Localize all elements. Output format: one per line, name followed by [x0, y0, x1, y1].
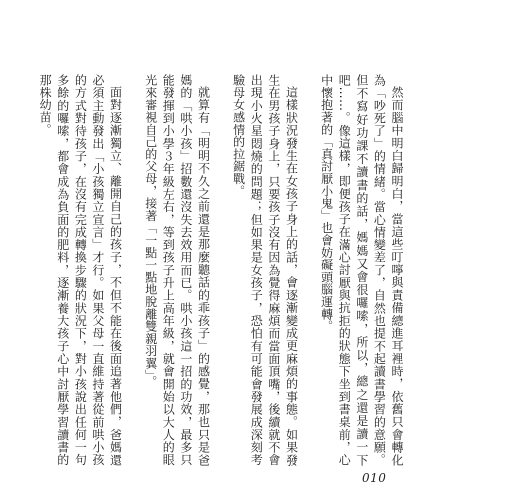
paragraph-4: 面對逐漸獨立、離開自己的孩子，不但不能在後面追著他們，爸媽還必須主動發出「小孩獨立宣言」才行。如果父母一直維持著從前哄小孩的方式對待孩子，在沒有完成轉換步驟的狀況下，對小孩說出任何一句多餘的囉嗦，都會成為負面的肥料，逐漸養大孩子心中討厭學習讀書的那株幼苗。 [38, 74, 123, 466]
paragraph-1: 然而腦中明白歸明白，當這些叮嚀與責備總進耳裡時，依舊只會轉化為「吵死了」的情緒。當心情變差了，自然也提不起讀書學習的意願。但不寫好功課不讀書的話，媽媽又會很囉嗦，所以，總之還是讀一下吧……。像這樣，即便孩子在滿心討厭與抗拒的狀態下坐到書桌前，心中懷抱著的「真討厭小鬼」也會妨礙頭腦運轉。 [319, 74, 404, 466]
page-number: 010 [362, 471, 387, 485]
paragraph-3: 就算有「明明不久之前還是那麼聽話的乖孩子」的感覺，那也只是爸媽的「哄小孩」招數還沒失去效用而已。哄小孩這一招的功效，最多只能發揮到小學３年級左右，等到孩子升上高年級，就會開始以大人的眼光來審視自己的父母，接著「一點一點地脫離雙親羽翼」。 [143, 74, 211, 466]
vertical-text-body [36, 74, 405, 466]
paragraph-2: 這樣狀況發生在女孩子身上的話，會逐漸變成更麻煩的事態。如果發生在男孩子身上，只要孩子沒有因為覺得麻煩而當面頂嘴，後續就不會出現小火星悶燒的問題；但如果是女孩子，恐怕有可能會發展成深刻考驗母女感情的拉鋸戰。 [231, 74, 299, 466]
